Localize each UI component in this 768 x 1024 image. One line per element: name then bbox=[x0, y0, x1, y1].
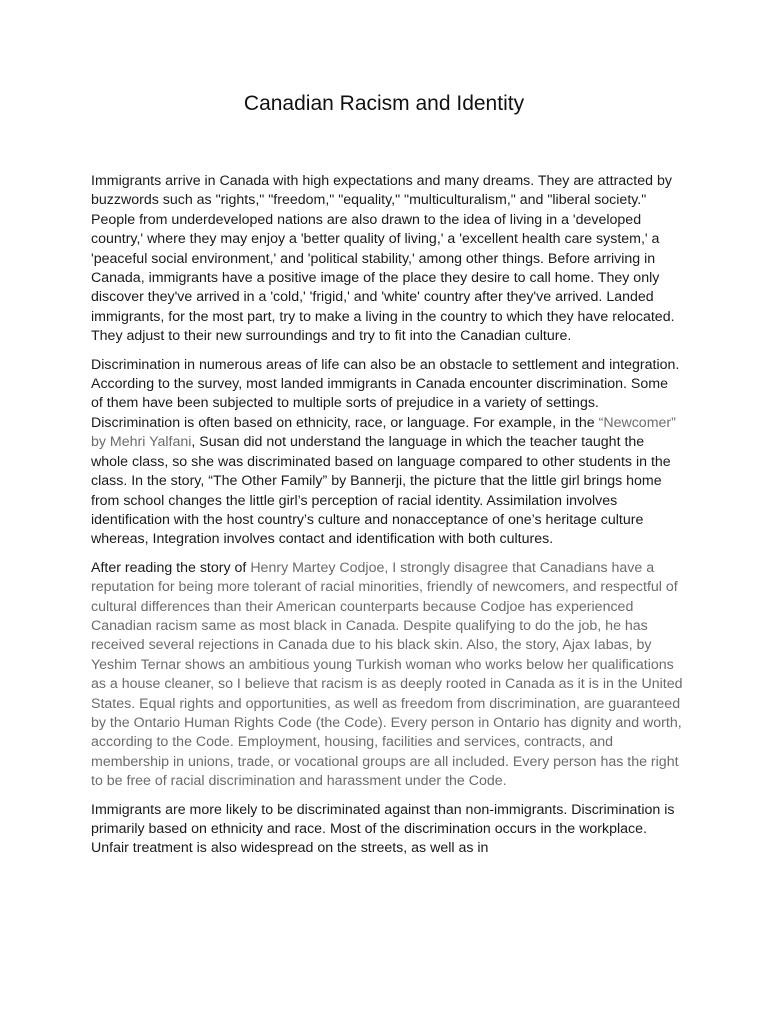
paragraph-1 bbox=[91, 172, 683, 347]
story-reference-newcomer: “Newcomer” by Mehri Yalfani bbox=[91, 414, 676, 451]
paragraph-text: Immigrants arrive in Canada with high expectations and many dreams. They are attracted by buzzwords such as "rights," "freedom," "equality," "multiculturalism," and "liberal society." People from underdeveloped nations are also drawn to the idea of living in a 'developed country,' where they may enjoy a 'better quality of living,' a 'excellent health care system,' a 'peaceful social environment,' and 'political stability,' among other things. Before arriving in Canada, immigrants have a positive image of the place they desire to call home. They only discover they've arrived in a 'cold,' 'frigid,' and 'white' country after they've arrived. Landed immigrants, for the most part, try to make a living in the country to which they have relocated. They adjust to their new surroundings and try to fit into the Canadian culture. bbox=[91, 173, 675, 345]
document-body bbox=[91, 172, 683, 868]
paragraph-3 bbox=[91, 559, 683, 792]
document-title: Canadian Racism and Identity bbox=[243, 92, 525, 115]
paragraph-text: Immigrants are more likely to be discriminated against than non-immigrants. Discrimination is primarily based on ethnicity and race. Most of the discrimination occurs in the workplace. Unfair treatment is also widespread on the streets, as well as in bbox=[91, 801, 675, 857]
paragraph-2 bbox=[91, 356, 683, 550]
paragraph-text: Discrimination in numerous areas of life can also be an obstacle to settlement and integration. According to the survey, most landed immigrants in Canada encounter discrimination. Some of them have been subjected to multiple sorts of prejudice in a variety of settings. Discrimination is often based on ethnicity, race, or language. For example, in the bbox=[91, 356, 680, 431]
paragraph-text: , Susan did not understand the language in which the teacher taught the whole class, so she was discriminated based on language compared to other students in the class. In the story, “The Other Family” by Bannerji, the picture that the little girl brings home from school changes the little girl’s perception of racial identity. Assimilation involves identification with the host country’s culture and nonacceptance of one’s heritage culture whereas, Integration involves contact and identification with both cultures. bbox=[91, 434, 671, 548]
paragraph-text: After reading the story of bbox=[91, 559, 251, 576]
paragraph-4 bbox=[91, 801, 683, 859]
highlighted-passage: Henry Martey Codjoe, I strongly disagree that Canadians have a reputation for being more tolerant of racial minorities, friendly of newcomers, and respectful of cultural differences than their American counterparts because Codjoe has experienced Canadian racism same as most black in Canada. Despite qualifying to do the job, he has received several rejections in Canada due to his black skin. Also, the story, Ajax Iabas, by Yeshim Ternar shows an ambitious young Turkish woman who works below her qualifications as a house cleaner, so I believe that racism is as deeply rooted in Canada as it is in the United States. Equal rights and opportunities, as well as freedom from discrimination, are guaranteed by the Ontario Human Rights Code (the Code). Every person in Ontario has dignity and worth, according to the Code. Employment, housing, facilities and services, contracts, and membership in unions, trade, or vocational groups are all included. Every person has the right to be free of racial discrimination and harassment under the Code. bbox=[91, 559, 683, 790]
